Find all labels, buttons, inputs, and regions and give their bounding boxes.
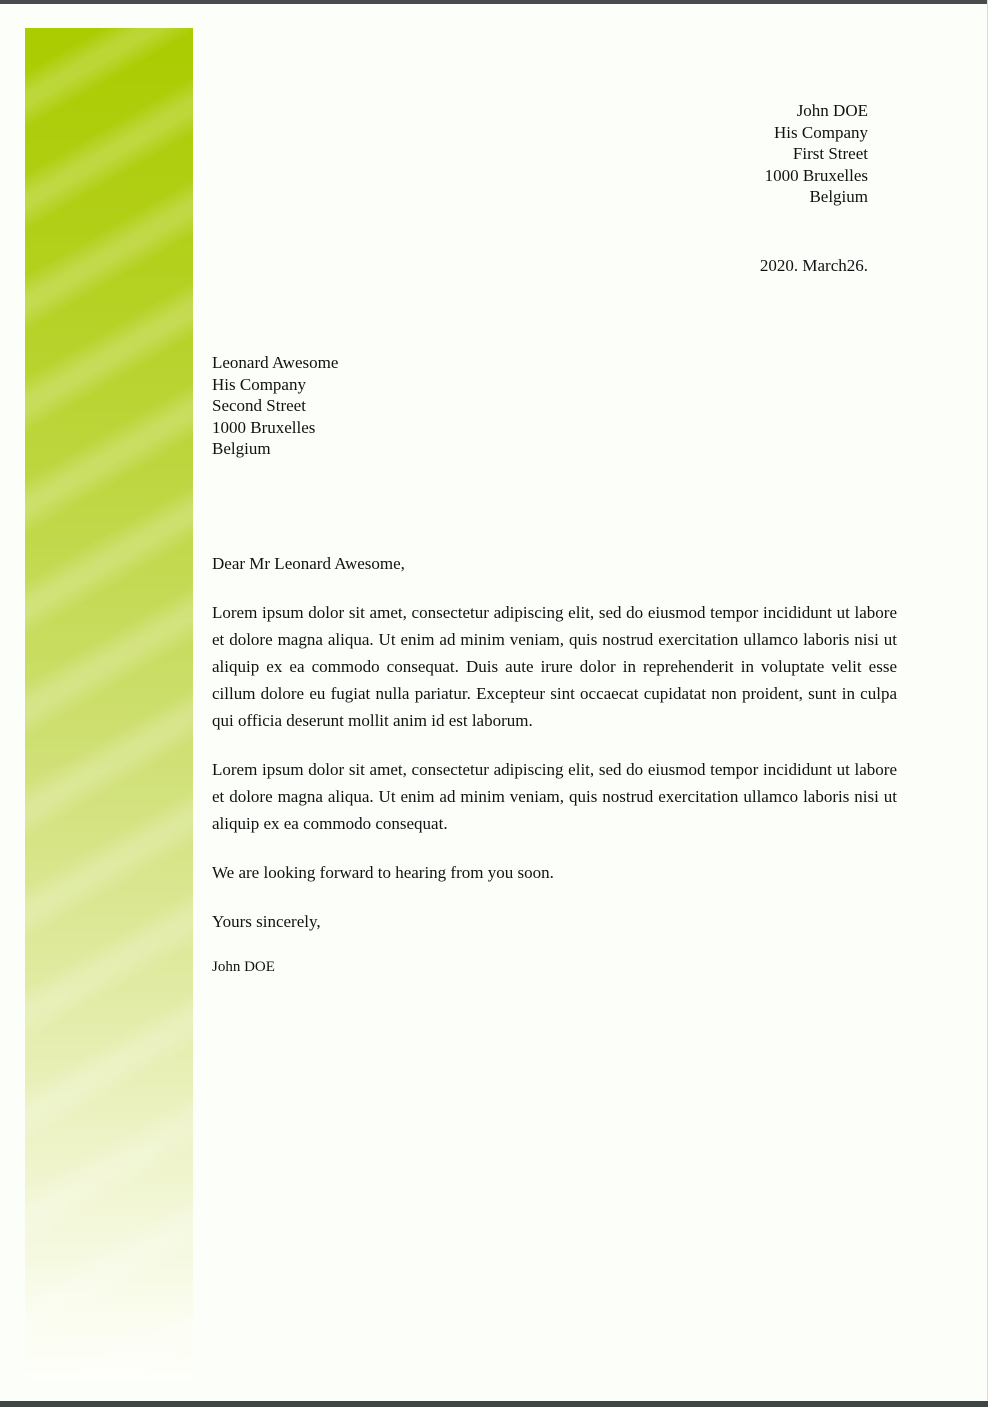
accent-gradient-bar <box>25 28 193 1381</box>
signature: John DOE <box>212 959 275 975</box>
letter-date: 2020. March26. <box>759 256 868 275</box>
body-paragraph-2: Lorem ipsum dolor sit amet, consectetur adipiscing elit, sed do eiusmod tempor incididunt ut labore et dolore magna aliqua. Ut enim ad minim veniam, quis nostrud exercitation ullamco laboris nisi ut aliquip ex ea commodo consequat. <box>212 760 897 833</box>
body-paragraph-1: Lorem ipsum dolor sit amet, consectetur adipiscing elit, sed do eiusmod tempor incididunt ut labore et dolore magna aliqua. Ut enim ad minim veniam, quis nostrud exercitation ullamco laboris nisi ut aliquip ex ea commodo consequat. Duis aute irure dolor in reprehenderit in voluptate velit esse cillum dolore eu fugiat nulla pariatur. Excepteur sint occaecat cupidatat non proident, sunt in culpa qui officia deserunt mollit anim id est laborum. <box>212 603 897 730</box>
recipient-street: Second Street <box>212 396 306 415</box>
recipient-name: Leonard Awesome <box>212 353 339 372</box>
sender-street: First Street <box>792 144 868 163</box>
sender-city: 1000 Bruxelles <box>764 165 868 185</box>
sender-country: Belgium <box>809 187 868 206</box>
sender-name: John DOE <box>796 101 868 120</box>
letter-body <box>212 550 897 978</box>
valediction: Yours sincerely, <box>212 912 321 931</box>
sender-address <box>765 100 868 208</box>
recipient-country: Belgium <box>212 439 271 458</box>
salutation: Dear Mr Leonard Awesome, <box>212 554 405 573</box>
recipient-address <box>212 352 338 460</box>
recipient-company: His Company <box>212 374 306 394</box>
window-bottom-border <box>0 1401 988 1407</box>
sender-company: His Company <box>774 122 868 142</box>
window-top-border <box>0 0 988 4</box>
closing-line: We are looking forward to hearing from you soon. <box>212 863 554 882</box>
recipient-city: 1000 Bruxelles <box>212 417 316 437</box>
